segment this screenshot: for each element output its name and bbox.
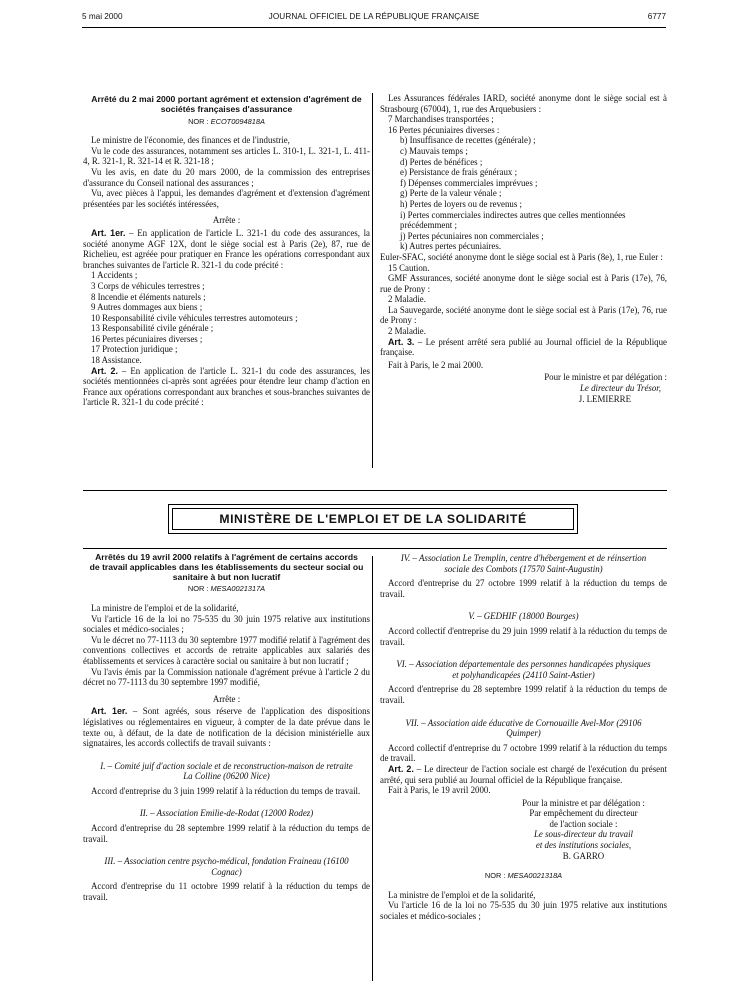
list-item: g) Perte de la valeur vénale ; [400,188,502,199]
list-item: e) Persistance de frais généraux ; [400,167,518,178]
arrete3-vu-1: Vu l'article 16 de la loi no 75-535 du 30 juin 1975 relative aux institutions sociales et médico-sociales ; [380,900,667,922]
ministry-banner [172,508,574,530]
list-item: 2 Maladie. [388,294,426,305]
list-item: 7 Marchandises transportées ; [388,114,494,125]
company-sauvegarde: La Sauvegarde, société anonyme dont le siège social est à Paris (17e), 76, rue de Prony : [380,304,667,326]
list-item: 13 Responsabilité civile générale ; [91,323,214,334]
sub-branch-list [380,135,667,252]
arrete2-nor: NOR : MESA0021317A [187,584,266,594]
list-item: 17 Protection juridique ; [91,344,178,355]
arrete2-fait: Fait à Paris, le 19 avril 2000. [388,785,491,796]
page-header [82,12,666,28]
list-item: h) Pertes de loyers ou de revenus ; [400,198,522,209]
arrete1-minister: Le ministre de l'économie, des finances et de l'industrie, [91,135,290,146]
list-item: i) Pertes commerciales indirectes autres que celles mentionnées précédemment ; [400,209,626,231]
list-item: 9 Autres dommages aux biens ; [91,302,203,313]
arrete1-column-right [380,93,667,488]
list-item: 16 Pertes pécuniaires diverses : [388,124,500,135]
agreement-heading: VI. – Association départementale des personnes handicapées physiques et polyhandicapées (24110 Saint-Astier) [396,659,651,680]
list-item: 18 Assistance. [91,355,142,366]
column-divider-top [372,93,373,468]
list-item: 1 Accidents ; [91,270,138,281]
arrete2-column-right [380,553,667,983]
ministry-banner-title: MINISTÈRE DE L'EMPLOI ET DE LA SOLIDARITÉ [219,511,527,526]
agreement-heading: IV. – Association Le Tremplin, centre d'hébergement et de réinsertion sociale des Combots (17570 Saint-Augustin) [400,553,647,574]
company-federales: Les Assurances fédérales IARD, société anonyme dont le siège social est à Strasbourg (67004), 1, rue des Arquebusiers : [380,93,667,114]
arrete1-nor: NOR : ECOT0094818A [188,116,265,126]
list-item: 8 Incendie et éléments naturels ; [91,291,206,302]
agreement-text: Accord d'entreprise du 28 septembre 1999 relatif à la réduction du temps de travail. [83,823,370,844]
arrete1-title: Arrêté du 2 mai 2000 portant agrément et extension d'agrément de sociétés françaises d'assurance [91,94,362,114]
list-item: f) Dépenses commerciales imprévues ; [400,177,538,188]
agreement-heading: I. – Comité juif d'action sociale et de reconstruction-maison de retraite La Colline (06200 Nice) [100,760,353,782]
list-item: c) Mauvais temps ; [400,145,468,156]
header-date: 5 mai 2000 [82,12,123,21]
arrete1-vu-1: Vu le code des assurances, notamment ses articles L. 310-1, L. 321-1, L. 411-4, R. 321-1, R. 321-14 et R. 321-18 ; [83,145,370,167]
list-item: 16 Pertes pécuniaires diverses ; [91,333,203,344]
arrete2-vu-3: Vu l'avis émis par la Commission nationale d'agrément prévue à l'article 2 du décret no 77-1113 du 30 septembre 1997 modifié, [83,666,370,688]
company-gmf: GMF Assurances, société anonyme dont le siège social est à Paris (17e), 76, rue de Prony : [380,273,667,294]
arrete1-signature: Pour le ministre et par délégation : Le directeur du Trésor, J. LEMIERRE [544,372,667,404]
arrete1-fait: Fait à Paris, le 2 mai 2000. [388,359,484,370]
arrete2-article-2: Art. 2. – Le directeur de l'action sociale est chargé de l'exécution du présent arrêté, qui sera publié au Journal officiel de la République française. [380,763,667,785]
list-item: 10 Responsabilité civile véhicules terrestres automoteurs ; [91,312,298,323]
arrete2-minister: La ministre de l'emploi et de la solidarité, [91,602,239,613]
arrete2-vu-1: Vu l'article 16 de la loi no 75-535 du 30 juin 1975 relative aux institutions sociales et médico-sociales ; [83,613,370,635]
agreement-text: Accord collectif d'entreprise du 29 juin 1999 relatif à la réduction du temps de travail. [380,625,667,647]
agreement-text: Accord d'entreprise du 28 septembre 1999 relatif à la réduction du temps de travail. [380,684,667,705]
agreement-text: Accord d'entreprise du 27 octobre 1999 relatif à la réduction du temps de travail. [380,578,667,599]
arrete2-title: Arrêtés du 19 avril 2000 relatifs à l'agrément de certains accords de travail applicables dans les établissements du secteur social ou sanitaire à but non lucratif [89,552,364,582]
arrete3-nor: NOR : MESA0021318A [484,871,563,881]
list-item: 3 Corps de véhicules terrestres ; [91,280,205,291]
agreement-heading: III. – Association centre psycho-médical, fondation Fraineau (16100 Cognac) [104,856,349,877]
agreement-heading: II. – Association Emilie-de-Rodat (12000 Rodez) [139,808,314,819]
list-item: d) Pertes de bénéfices ; [400,156,483,167]
agreement-text: Accord collectif d'entreprise du 7 octobre 1999 relatif à la réduction du temps de travail. [380,742,667,764]
arrete2-column-left [83,553,370,983]
section-divider-top [83,490,667,491]
agreement-text: Accord d'entreprise du 11 octobre 1999 relatif à la réduction du temps de travail. [83,881,370,903]
arrete2-vu-2: Vu le décret no 77-1113 du 30 septembre 1977 modifié relatif à l'agrément des conventions collectives et accords de retraite applicables aux salariés des établissements et services à caractère social ou sanitaire à but non lucratif ; [83,634,370,666]
list-item: b) Insuffisance de recettes (générale) ; [400,135,536,146]
list-item: 2 Maladie. [388,326,426,337]
agreement-heading: VII. – Association aide éducative de Cornouaille Avel-Mor (29106 Quimper) [405,717,642,739]
arrete3-minister: La ministre de l'emploi et de la solidarité, [388,889,536,900]
arrete1-article-3: Art. 3. – Le présent arrêté sera publié au Journal officiel de la République française. [380,336,667,358]
arrete1-vu-3: Vu, avec pièces à l'appui, les demandes d'agrément et d'extension d'agrément présentées par les sociétés intéressées, [83,188,370,209]
arrete1-vu-2: Vu les avis, en date du 20 mars 2000, de la commission des entreprises d'assurance du Conseil national des assurances ; [83,166,370,188]
arrete1-article-1: Art. 1er. – En application de l'article L. 321-1 du code des assurances, la société anonyme AGF 12X, dont le siège social est à Paris (2e), 87, rue de Richelieu, est agréée pour pratiquer en France les opérations correspondant aux branches suivantes de l'article R. 321-1 du code précité : [83,227,370,270]
company-euler: Euler-SFAC, société anonyme dont le siège social est à Paris (8e), 1, rue Euler : [380,251,663,262]
arrete1-arrete: Arrête : [212,215,241,226]
column-divider-bottom [372,556,373,981]
arrete2-article-1: Art. 1er. – Sont agréés, sous réserve de l'application des dispositions législatives ou réglementaires en vigueur, à compter de la date prévue dans le texte ou, à défaut, de la date de notification de la décision ministérielle aux signataires, les accords collectifs de travail suivants : [83,706,370,749]
arrete1-article-2: Art. 2. – En application de l'article L. 321-1 du code des assurances, les sociétés mentionnées ci-après sont agréées pour étendre leur champ d'action en France aux opérations correspondant aux branches et sous-branches suivantes de l'article R. 321-1 du code précité : [83,365,371,408]
arrete2-signature: Pour la ministre et par délégation : Par empêchement du directeur de l'action sociale : Le sous-directeur du travail et des institutions sociales, B. GARRO [522,797,645,861]
agreement-text: Accord d'entreprise du 3 juin 1999 relatif à la réduction du temps de travail. [91,785,361,796]
list-item: 15 Caution. [388,262,430,273]
header-journal-title: JOURNAL OFFICIEL DE LA RÉPUBLIQUE FRANÇAISE [268,12,480,21]
section-divider-bottom [83,548,667,549]
list-item: k) Autres pertes pécuniaires. [400,241,502,252]
header-page-number: 6777 [647,12,666,21]
list-item: j) Pertes pécuniaires non commerciales ; [400,230,544,241]
arrete2-arrete: Arrête : [212,693,241,704]
arrete1-column-left [83,95,370,490]
agreement-heading: V. – GEDHIF (18000 Bourges) [468,611,579,622]
arrete1-branch-list [83,270,370,365]
